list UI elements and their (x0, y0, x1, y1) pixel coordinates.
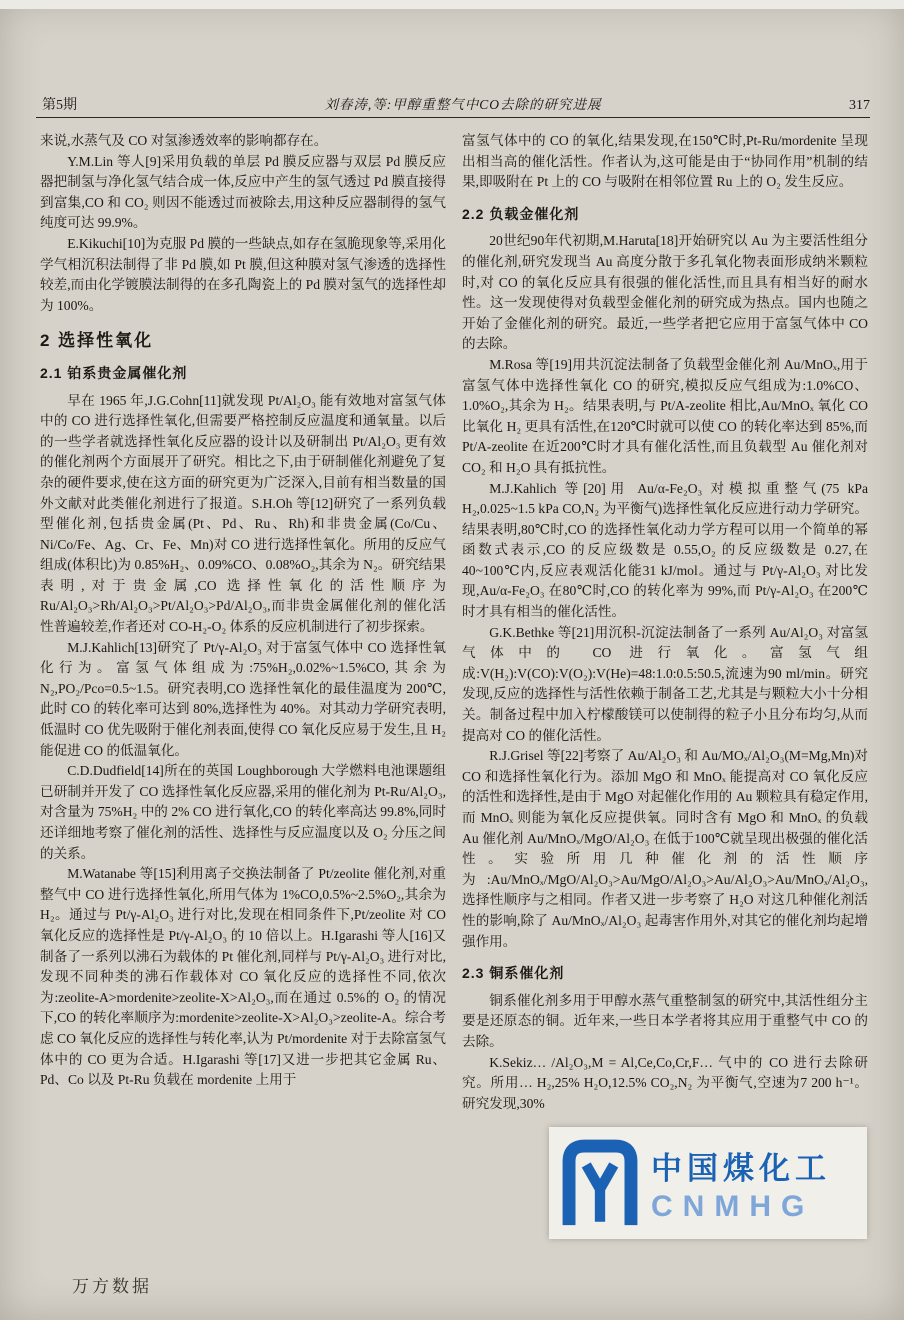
paragraph: M.Rosa 等[19]用共沉淀法制备了负载型金催化剂 Au/MnOₓ,用于富氢气体中选择性氧化 CO 的研究,模拟反应气组成为:1.0%CO、1.0%O₂,其余为 H₂。结果表明,与 Pt/A-zeolite 相比,Au/MnOₓ 氧化 CO 比氧化 H₂ 更具有活性,在120℃时就可以使 CO 的转化率达到 85%,而 Pt/A-zeolite 在近200℃时才具有催化活性,而且负载型 Au 催化剂对 CO₂ 和 H₂O 具有抵抗性。 (462, 356, 868, 475)
paragraph: 20世纪90年代初期,M.Haruta[18]开始研究以 Au 为主要活性组分的催化剂,研究发现当 Au 高度分散于多孔氧化物表面形成纳米颗粒时,对 CO 的氧化反应具有很强的催化活性,而且具有相当好的耐水性。这一发现使得对负载型金催化剂的研究成为热点。国内也随之开始了金催化剂的研究。最近,一些学者把它应用于富氢气体中 CO 的去除。 (462, 233, 868, 352)
paragraph: C.D.Dudfield[14]所在的英国 Loughborough 大学燃料电池课题组已研制并开发了 CO 选择性氧化反应器,采用的催化剂为 Pt-Ru/Al₂O₃,对含量为 75%H₂ 中的 2% CO 进行氧化,CO 的转化率高达 99.8%,同时还详细地考察了催化剂的活性、选择性与反应温度以及 O₂ 分压之间的关系。 (40, 763, 446, 861)
paragraph: M.J.Kahlich 等[20]用 Au/α-Fe₂O₃ 对模拟重整气(75 kPa H₂,0.025~1.5 kPa CO,N₂ 为平衡气)选择性氧化反应进行动力学研究。结果表明,80℃时,CO 的选择性氧化动力学方程可以用一个简单的幂函数式表示,CO 的反应级数是 0.55,O₂ 的反应级数是 0.27,在 40~100℃内,反应表观活化能31 kJ/mol。通过与 Pt/γ-Al₂O₃ 对比发现,Au/α-Fe₂O₃ 在80℃时,CO 的转化率为 99%,而 Pt/γ-Al₂O₃ 在200℃时才具有相当的催化活性。 (462, 480, 868, 620)
paragraph: 富氢气体中的 CO 的氧化,结果发现,在150℃时,Pt-Ru/mordenite 呈现出相当高的催化活性。作者认为,这可能是由于“协同作用”机制的结果,即吸附在 Pt 上的 CO 与吸附在相邻位置 Ru 上的 O₂ 发生反应。 (462, 133, 868, 190)
section-heading: 2.2 负载金催化剂 (462, 205, 580, 222)
right-column (462, 131, 868, 1114)
paragraph: G.K.Bethke 等[21]用沉积-沉淀法制备了一系列 Au/Al₂O₃ 对富氢气体中的 CO 进行氧化。富氢气组成:V(H₂):V(CO):V(O₂):V(He)=48:1.0:0.5:50.5,流速为90 ml/min。研究发现,反应的选择性与活性依赖于制备工艺,尤其是与颗粒大小十分相关。制备过程中加入柠檬酸镁可以使制得的粒子小且分布均匀,从而提高对 CO 的催化活性。 (462, 624, 868, 743)
watermark-latin-text: CNMHG (651, 1189, 815, 1223)
section-heading: 2 选择性氧化 (40, 331, 154, 351)
watermark-text-group (651, 1143, 831, 1224)
paragraph: R.J.Grisel 等[22]考察了 Au/Al₂O₃ 和 Au/MOₓ/Al₂O₃(M=Mg,Mn)对 CO 和选择性氧化行为。添加 MgO 和 MnOₓ 能提高对 CO 氧化反应的活性和选择性,是由于 MgO 对起催化作用的 Au 颗粒具有稳定作用,而 MnOₓ 则能为氧化反应提供氧。同时含有 MgO 和 MnOₓ 的负载 Au 催化剂 Au/MnOₓ/MgO/Al₂O₃ 在低于100℃就呈现出极强的催化活性。实验所用几种催化剂的活性顺序为:Au/MnOₓ/MgO/Al₂O₃>Au/MgO/Al₂O₃>Au/Al₂O₃>Au/MnOₓ/Al₂O₃,选择性顺序与之相同。作者又进一步考察了 H₂O 对这几种催化剂活性的影响,除了 Au/MnOₓ/Al₂O₃ 起毒害作用外,对其它的催化剂均起增强作用。 (462, 748, 868, 949)
section-heading: 2.3 铜系催化剂 (462, 965, 565, 982)
page-header (42, 93, 870, 114)
page-number: 317 (849, 98, 870, 113)
scan-edge (0, 0, 904, 9)
paragraph: 早在 1965 年,J.G.Cohn[11]就发现 Pt/Al₂O₃ 能有效地对富氢气体中的 CO 进行选择性氧化,但需要严格控制反应温度和通氧量。以后的一些学者就选择性氧化反应器的设计以及研制出 Pt/Al₂O₃ 更有效的催化剂两个方面展开了研究。相比之下,由于研制催化剂避免了复杂的硬件要求,使在这方面的研究更为广泛深入,目前有相当数量的国外文献对此类催化剂进行了报道。S.H.Oh 等[12]研究了一系列负载型催化剂,包括贵金属(Pt、Pd、Ru、Rh)和非贵金属(Co/Cu、Ni/Co/Fe、Ag、Cr、Fe、Mn)对 CO 进行选择性氧化。所用的反应气组成(体积比)为 0.85%H₂、0.09%CO、0.08%O₂,其余为 N₂。研究结果表明,对于贵金属,CO 选择性氧化的活性顺序为 Ru/Al₂O₃>Rh/Al₂O₃>Pt/Al₂O₃>Pd/Al₂O₃,而非贵金属催化剂的催化活性普遍较差,作者还对 CO-H₂-O₂ 体系的反应机制进行了初步探索。 (40, 392, 446, 635)
cnmhg-watermark (549, 1127, 867, 1239)
running-title: 刘春涛,等:甲醇重整气中CO去除的研究进展 (324, 97, 602, 112)
paragraph: M.Watanabe 等[15]利用离子交换法制备了 Pt/zeolite 催化剂,对重整气中 CO 进行选择性氧化,所用气体为 1%CO,0.5%~2.5%O₂,其余为 H₂。通过与 Pt/γ-Al₂O₃ 进行对比,发现在相同条件下,Pt/zeolite 对 CO 氧化反应的选择性是 Pt/γ-Al₂O₃ 的 10 倍以上。H.Igarashi 等人[16]又制备了一系列以沸石为载体的 Pt 催化剂,同样与 Pt/γ-Al₂O₃ 进行对比,发现不同种类的沸石作载体对 CO 氧化反应的选择性不同,依次为:zeolite-A>mordenite>zeolite-X>Al₂O₃,而在通过 0.5%的 O₂ 的情况下,CO 的转化率顺序为:mordenite>zeolite-X>Al₂O₃>zeolite-A。综合考虑 CO 氧化反应的选择性与转化率,认为 Pt/mordenite 对于去除富氢气体中的 CO 更为合适。H.Igarashi 等[17]又进一步把其它金属 Ru、Pd、Co 以及 Pt-Ru 负载在 mordenite 上用于 (40, 866, 446, 1088)
issue-number: 第5期 (42, 98, 77, 113)
paragraph: 来说,水蒸气及 CO 对氢渗透效率的影响都存在。 (40, 133, 328, 148)
section-heading: 2.1 铂系贵金属催化剂 (40, 364, 188, 381)
watermark-chinese-text: 中国煤化工 (651, 1150, 831, 1186)
left-column (40, 131, 446, 1091)
wanfang-data-stamp: 万方数据 (72, 1277, 152, 1296)
cnmhg-logo-icon (557, 1135, 643, 1231)
header-rule (36, 117, 870, 118)
paragraph: E.Kikuchi[10]为克服 Pd 膜的一些缺点,如存在氢脆现象等,采用化学气相沉积法制得了非 Pd 膜,如 Pt 膜,但这种膜对氢气渗透的选择性较差,而由化学镀膜法制得的在多孔陶瓷上的 Pd 膜对氢气的选择性却为 100%。 (40, 235, 446, 313)
paragraph: M.J.Kahlich[13]研究了 Pt/γ-Al₂O₃ 对于富氢气体中 CO 选择性氧化行为。富氢气体组成为:75%H₂,0.02%~1.5%CO,其余为 N₂,PO₂/Pco=0.5~1.5。研究表明,CO 选择性氧化的最佳温度为 200℃,此时 CO 的转化率可达到 80%,选择性为 40%。对其动力学研究表明,低温时 CO 优先吸附于催化剂表面,使得 CO 氧化反应易于发生,且 H₂ 能促进 CO 的低温氧化。 (40, 639, 446, 758)
paragraph: Y.M.Lin 等人[9]采用负载的单层 Pd 膜反应器与双层 Pd 膜反应器把制氢与净化氢气结合成一体,反应中产生的氢气透过 Pd 膜直接得到富集,CO 和 CO₂ 则因不能透过而被除去,用这种反应器制得的氢气纯度可达 99.9%。 (40, 153, 446, 231)
paragraph: K.Sekiz… /Al₂O₃,M = Al,Ce,Co,Cr,F… 气中的 CO 进行去除研究。所用… H₂,25% H₂O,12.5% CO₂,N₂ 为平衡气,空速为7 200 h⁻¹。研究发现,30% (462, 1054, 868, 1111)
paragraph: 铜系催化剂多用于甲醇水蒸气重整制氢的研究中,其活性组分主要是还原态的铜。近年来,一些日本学者将其应用于重整气中 CO 的去除。 (462, 992, 868, 1049)
